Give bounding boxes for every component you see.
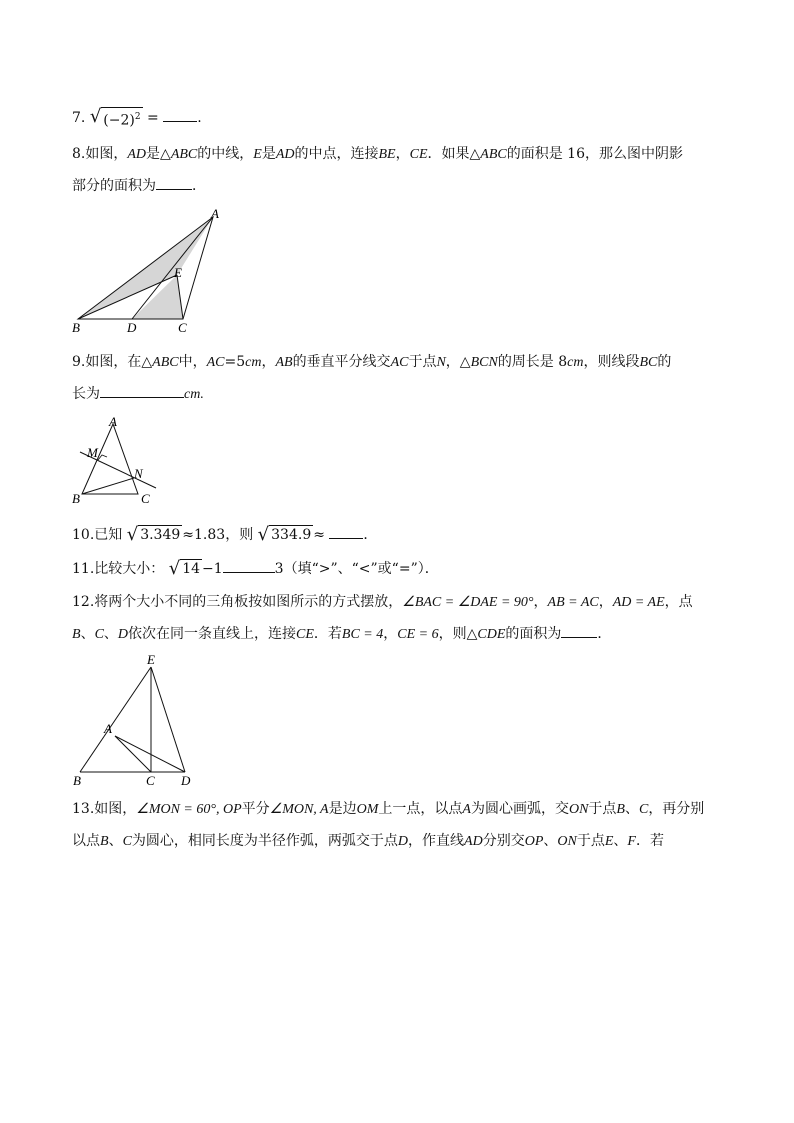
- q12-figure: [70, 650, 200, 790]
- q10-end: ．: [363, 527, 378, 543]
- q10-radicand: 334.9: [271, 527, 312, 543]
- q13-var: ON: [557, 834, 577, 849]
- q8-text: 的中点，连接: [294, 146, 379, 162]
- q12-label-e: E: [147, 652, 155, 667]
- question-11: [72, 554, 722, 584]
- q12-text: ，点: [664, 594, 693, 610]
- q13-text: 于点: [588, 801, 617, 817]
- q13-var: OP: [524, 834, 544, 849]
- q8-figure: [70, 205, 230, 335]
- q9-text: 如图，在△: [85, 354, 153, 370]
- q9-text: 的垂直平分线交: [292, 354, 391, 370]
- q7-answer-blank[interactable]: [163, 107, 197, 122]
- q7-number: 7.: [72, 110, 86, 126]
- question-13-line-1: [72, 794, 722, 825]
- q13-angle: ∠MON, A: [269, 802, 329, 817]
- q12-text: ，: [598, 594, 613, 610]
- q11-radicand: 14: [182, 561, 201, 577]
- question-13-line-2: [72, 826, 722, 857]
- q12-eq: BC = 4: [341, 627, 384, 642]
- q8-text: 是: [261, 146, 276, 162]
- q10-answer-blank[interactable]: [329, 524, 363, 539]
- q12-var: CE: [296, 627, 314, 642]
- q13-var: A: [462, 802, 471, 817]
- q10-approx: ≈: [313, 527, 325, 543]
- q13-text: 、: [613, 833, 628, 849]
- q10-text: 已知: [94, 527, 123, 543]
- q12-end: ．: [597, 626, 612, 642]
- q13-text: ，再分别: [648, 801, 705, 817]
- q13-text: 是边: [328, 801, 357, 817]
- q8-label-a: A: [211, 206, 219, 221]
- question-8-line-2: [72, 171, 722, 201]
- q9-var: AB: [275, 355, 293, 370]
- q9-var: BCN: [470, 355, 498, 370]
- q8-label-b: B: [72, 320, 80, 335]
- q12-label-b: B: [73, 773, 81, 788]
- q12-text: 将两个大小不同的三角板按如图所示的方式摆放，: [94, 594, 403, 610]
- q11-text: （填“>”、“<”或“=”）．: [283, 561, 439, 577]
- q11-text: 比较大小：: [94, 561, 165, 577]
- q13-text: ．若: [635, 833, 664, 849]
- q9-text: 长为: [72, 386, 100, 402]
- q10-sqrt-1: √ 3.349: [126, 524, 181, 545]
- q9-unit: cm.: [184, 387, 204, 402]
- q12-eq: AB = AC: [547, 595, 599, 610]
- q9-label-c: C: [141, 491, 150, 506]
- q12-label-d: D: [181, 773, 191, 788]
- q13-text: 分别交: [482, 833, 525, 849]
- q13-var: E: [604, 834, 614, 849]
- q7-exponent: 2: [134, 111, 141, 122]
- q12-label-c: C: [146, 773, 155, 788]
- q9-text: 中，: [178, 354, 207, 370]
- q10-approx: ≈1.83: [182, 527, 226, 543]
- q13-var: F: [627, 834, 636, 849]
- q12-line-be: [80, 667, 151, 772]
- q8-var: CE: [409, 147, 428, 162]
- q12-text: ．若: [313, 626, 342, 642]
- q13-text: 为圆心画弧，交: [470, 801, 569, 817]
- q9-var: AC: [390, 355, 409, 370]
- q9-text: 的周长是 8: [497, 354, 568, 370]
- q13-text: 平分: [241, 801, 270, 817]
- q12-label-a: A: [104, 721, 112, 736]
- q8-var: BE: [378, 147, 396, 162]
- q8-var: ABC: [480, 147, 507, 162]
- q9-figure: [70, 412, 166, 508]
- q10-number: 10.: [72, 527, 95, 543]
- q12-number: 12.: [72, 594, 95, 610]
- q8-text: 是△: [146, 146, 171, 162]
- q13-text: 以点: [72, 833, 100, 849]
- q12-angle: ∠BAC = ∠DAE = 90°: [402, 595, 534, 610]
- q9-label-b: B: [72, 491, 80, 506]
- q13-text: 上一点，以点: [378, 801, 463, 817]
- q13-var: C: [122, 834, 132, 849]
- q12-eq: CE = 6: [397, 627, 439, 642]
- q9-answer-blank[interactable]: [100, 383, 184, 398]
- q11-number: 11.: [72, 561, 95, 577]
- question-12-line-1: [72, 587, 722, 618]
- q13-var: ON: [568, 802, 589, 817]
- q8-text: 的中线，: [197, 146, 254, 162]
- q9-text: 于点: [408, 354, 437, 370]
- q9-var: ABC: [152, 355, 179, 370]
- q12-text: ，则△: [438, 626, 478, 642]
- q8-text: 如图，: [85, 146, 128, 162]
- q9-label-a: A: [109, 414, 117, 429]
- q12-text: 、: [80, 626, 95, 642]
- q9-text: 的: [657, 354, 672, 370]
- q12-text: ，: [383, 626, 398, 642]
- q9-number: 9.: [72, 354, 86, 370]
- q7-radicand: (−2): [103, 112, 135, 129]
- q8-answer-blank[interactable]: [156, 175, 192, 190]
- q12-line-ed: [151, 667, 185, 772]
- q9-label-m: M: [87, 445, 98, 460]
- q12-text: ，: [533, 594, 548, 610]
- q13-angle: ∠MON = 60°, OP: [136, 802, 242, 817]
- q8-var: AD: [275, 147, 295, 162]
- q9-var: BC: [639, 355, 658, 370]
- q12-var: CDE: [477, 627, 506, 642]
- q13-var: AD: [464, 834, 483, 849]
- q12-var: D: [117, 627, 129, 642]
- q9-segment-bn: [82, 478, 134, 494]
- q8-var: E: [253, 147, 262, 162]
- q11-three: 3: [274, 561, 284, 577]
- q13-text: 如图，: [94, 801, 137, 817]
- q8-label-c: C: [178, 320, 187, 335]
- q12-var: B: [72, 627, 81, 642]
- q11-minus: −1: [202, 561, 223, 577]
- q9-text: ，则线段: [583, 354, 640, 370]
- q13-text: 于点: [576, 833, 605, 849]
- q9-text: ，△: [445, 354, 471, 370]
- q8-label-e: E: [174, 265, 182, 280]
- q13-var: B: [616, 802, 625, 817]
- q8-number: 8.: [72, 146, 86, 162]
- question-9-line-2: [72, 379, 722, 410]
- q10-text: ，则: [225, 527, 254, 543]
- q13-text: 、: [624, 801, 639, 817]
- question-8-line-1: [72, 139, 722, 170]
- q8-triangle-abc: [78, 217, 213, 319]
- q13-text: 、: [543, 833, 558, 849]
- q8-text: ，: [395, 146, 410, 162]
- q9-text: ，: [261, 354, 276, 370]
- q13-text: 、: [108, 833, 123, 849]
- q13-text: 为圆心，相同长度为半径作弧，两弧交于点: [131, 833, 398, 849]
- q11-sqrt: √ 14: [168, 558, 201, 579]
- q12-segment-ad: [115, 736, 185, 772]
- q12-text: 、: [103, 626, 118, 642]
- q7-end: .: [197, 110, 202, 126]
- q13-number: 13.: [72, 801, 95, 817]
- q8-end: ．: [192, 178, 206, 194]
- q9-var: N: [436, 355, 446, 370]
- q8-text: ．如果△: [427, 146, 481, 162]
- q12-segment-ac: [115, 736, 151, 772]
- q13-text: ，作直线: [408, 833, 465, 849]
- question-12-line-2: [72, 619, 722, 650]
- q11-answer-blank[interactable]: [223, 558, 275, 573]
- q8-label-d: D: [127, 320, 137, 335]
- q12-eq: AD = AE: [612, 595, 665, 610]
- q13-var: OM: [356, 802, 379, 817]
- q7-sqrt: √ $(-2)^2$: [89, 105, 141, 129]
- q12-text: 依次在同一条直线上，连接: [128, 626, 297, 642]
- question-7: [72, 103, 722, 133]
- q7-equals: =: [147, 110, 159, 126]
- q9-label-n: N: [134, 466, 143, 481]
- q10-radicand: 3.349: [140, 527, 181, 543]
- q13-var: B: [100, 834, 109, 849]
- q9-text: =5: [224, 354, 246, 370]
- q12-answer-blank[interactable]: [561, 623, 597, 638]
- q8-var: ABC: [170, 147, 198, 162]
- q13-var: C: [638, 802, 649, 817]
- question-10: [72, 520, 722, 550]
- q8-text: 的面积是 16，那么图中阴影: [506, 146, 683, 162]
- q13-var: D: [397, 834, 409, 849]
- q8-var: AD: [127, 147, 147, 162]
- q9-var: AC: [206, 355, 225, 370]
- question-9-line-1: [72, 347, 722, 378]
- q12-text: 的面积为: [505, 626, 562, 642]
- q8-text: 部分的面积为: [72, 178, 156, 194]
- q12-var: C: [94, 627, 104, 642]
- q10-sqrt-2: √ 334.9: [257, 524, 312, 545]
- q9-unit: cm: [567, 355, 584, 370]
- q9-unit: cm: [245, 355, 262, 370]
